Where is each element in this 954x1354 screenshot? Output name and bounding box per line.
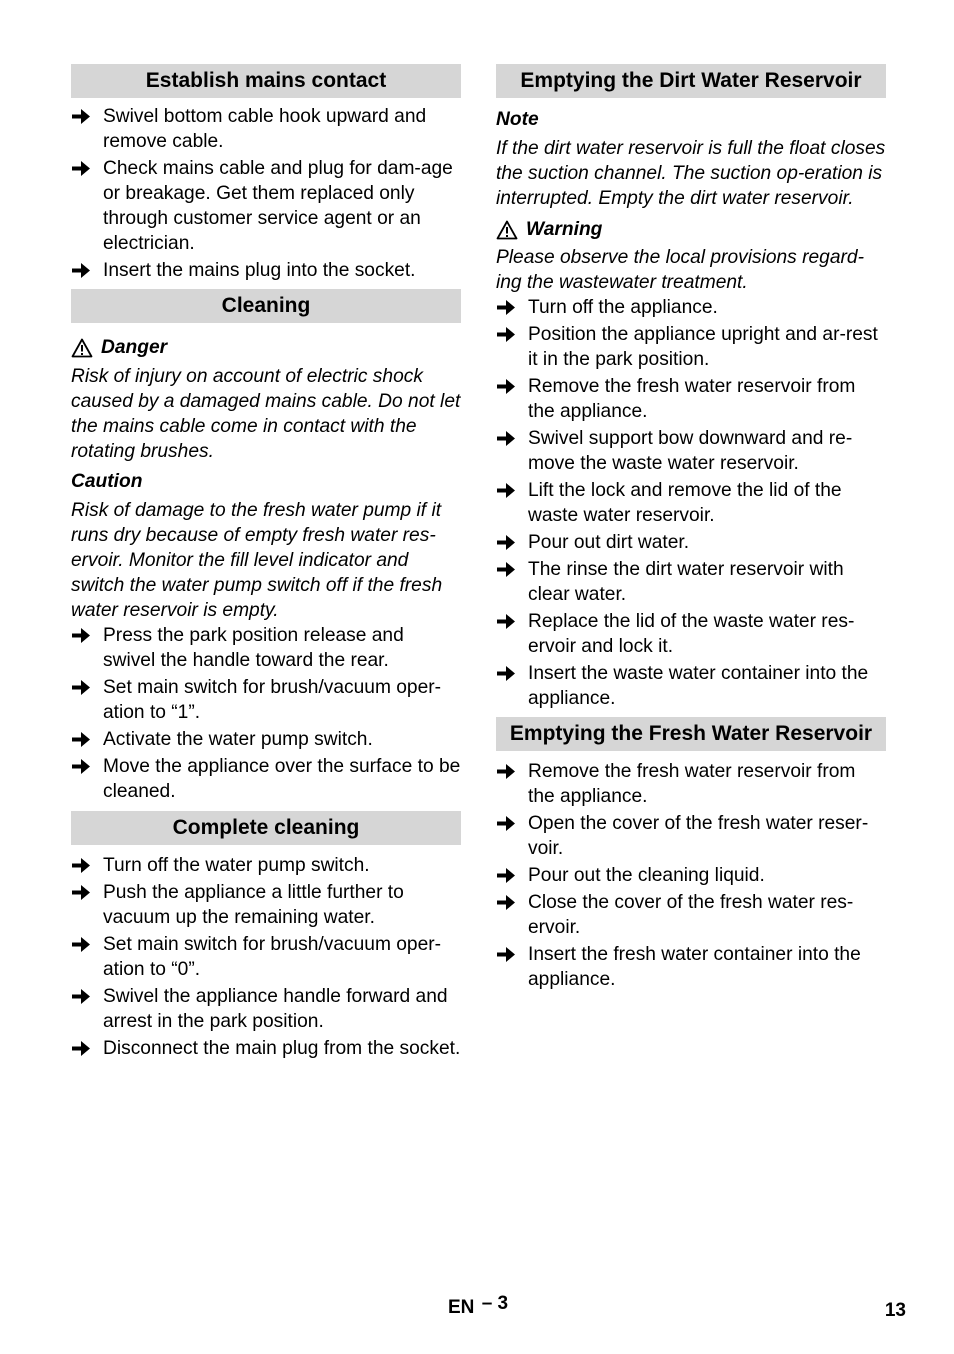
list-item: Remove the fresh water reservoir from the appliance.	[496, 374, 886, 424]
warning-triangle-icon	[71, 338, 93, 358]
list-item: Disconnect the main plug from the socket.	[71, 1036, 461, 1061]
cleaning-steps-list	[71, 623, 461, 804]
arrow-right-icon	[72, 161, 90, 176]
list-item: Close the cover of the fresh water res-ervoir.	[496, 890, 886, 940]
arrow-right-icon	[497, 300, 515, 315]
danger-label: Danger	[101, 337, 168, 358]
establish-steps-list	[71, 104, 461, 283]
list-item: Remove the fresh water reservoir from the appliance.	[496, 759, 886, 809]
list-item: Swivel support bow downward and re-move the waste water reservoir.	[496, 426, 886, 476]
list-item: Push the appliance a little further to vacuum up the remaining water.	[71, 880, 461, 930]
arrow-right-icon	[497, 535, 515, 550]
arrow-right-icon	[72, 628, 90, 643]
section-heading-complete-cleaning: Complete cleaning	[71, 811, 461, 845]
section-heading-emptying-fresh-water: Emptying the Fresh Water Reservoir	[496, 717, 886, 751]
list-item: Pour out dirt water.	[496, 530, 886, 555]
note-text: If the dirt water reservoir is full the float closes the suction channel. The suction op-eration is interrupted. Empty the dirt water reservoir.	[496, 138, 886, 209]
arrow-right-icon	[72, 937, 90, 952]
list-item: Lift the lock and remove the lid of the waste water reservoir.	[496, 478, 886, 528]
caution-label: Caution	[71, 471, 143, 492]
arrow-right-icon	[497, 483, 515, 498]
list-item: Turn off the water pump switch.	[71, 853, 461, 878]
list-item: Move the appliance over the surface to be cleaned.	[71, 754, 461, 804]
warning-triangle-icon	[496, 220, 518, 240]
list-item: Set main switch for brush/vacuum oper-ation to “0”.	[71, 932, 461, 982]
arrow-right-icon	[72, 759, 90, 774]
list-item: Insert the fresh water container into the appliance.	[496, 942, 886, 992]
warning-label: Warning	[526, 219, 603, 240]
list-item: Insert the mains plug into the socket.	[71, 258, 461, 283]
page-number: 13	[884, 1300, 906, 1321]
warning-text: Please observe the local provisions regard-ing the wastewater treatment.	[496, 247, 864, 293]
arrow-right-icon	[497, 816, 515, 831]
note-label: Note	[496, 109, 539, 130]
list-item: The rinse the dirt water reservoir with clear water.	[496, 557, 886, 607]
list-item: Swivel the appliance handle forward and arrest in the park position.	[71, 984, 461, 1034]
arrow-right-icon	[72, 263, 90, 278]
arrow-right-icon	[497, 764, 515, 779]
right-column	[496, 64, 886, 994]
arrow-right-icon	[72, 858, 90, 873]
danger-text: Risk of injury on account of electric shock caused by a damaged mains cable. Do not let the mains cable come in contact with the rotating brushes.	[71, 366, 461, 462]
fresh-steps-list	[496, 759, 886, 992]
caution-text: Risk of damage to the fresh water pump if it runs dry because of empty fresh water res-ervoir. Monitor the fill level indicator and switch the water pump switch off if the fresh water reservoir is empty.	[71, 500, 443, 621]
list-item: Swivel bottom cable hook upward and remove cable.	[71, 104, 461, 154]
arrow-right-icon	[497, 868, 515, 883]
left-column	[71, 64, 461, 1063]
arrow-right-icon	[497, 562, 515, 577]
list-item: Open the cover of the fresh water reser-voir.	[496, 811, 886, 861]
arrow-right-icon	[72, 885, 90, 900]
section-heading-emptying-dirt-water: Emptying the Dirt Water Reservoir	[496, 64, 886, 98]
arrow-right-icon	[497, 327, 515, 342]
list-item: Activate the water pump switch.	[71, 727, 461, 752]
arrow-right-icon	[497, 947, 515, 962]
footer-language-marker	[448, 1293, 509, 1319]
complete-steps-list	[71, 853, 461, 1061]
list-item: Position the appliance upright and ar-rest it in the park position.	[496, 322, 886, 372]
section-heading-establish-mains-contact: Establish mains contact	[71, 64, 461, 98]
list-item: Turn off the appliance.	[496, 295, 886, 320]
arrow-right-icon	[72, 732, 90, 747]
list-item: Replace the lid of the waste water res-ervoir and lock it.	[496, 609, 886, 659]
danger-label-row	[71, 335, 461, 360]
arrow-right-icon	[497, 614, 515, 629]
list-item: Set main switch for brush/vacuum oper-ation to “1”.	[71, 675, 461, 725]
arrow-right-icon	[72, 989, 90, 1004]
arrow-right-icon	[497, 379, 515, 394]
arrow-right-icon	[72, 109, 90, 124]
footer-section-page: – 3	[481, 1293, 509, 1314]
list-item: Press the park position release and swivel the handle toward the rear.	[71, 623, 461, 673]
dirt-steps-list	[496, 295, 886, 711]
list-item: Insert the waste water container into the appliance.	[496, 661, 886, 711]
section-heading-cleaning: Cleaning	[71, 289, 461, 323]
arrow-right-icon	[497, 666, 515, 681]
list-item: Pour out the cleaning liquid.	[496, 863, 886, 888]
footer-language: EN	[448, 1297, 475, 1318]
arrow-right-icon	[497, 895, 515, 910]
warning-label-row	[496, 217, 886, 242]
arrow-right-icon	[72, 1041, 90, 1056]
arrow-right-icon	[72, 680, 90, 695]
arrow-right-icon	[497, 431, 515, 446]
list-item: Check mains cable and plug for dam-age or breakage. Get them replaced only through customer service agent or an electrician.	[71, 156, 461, 256]
